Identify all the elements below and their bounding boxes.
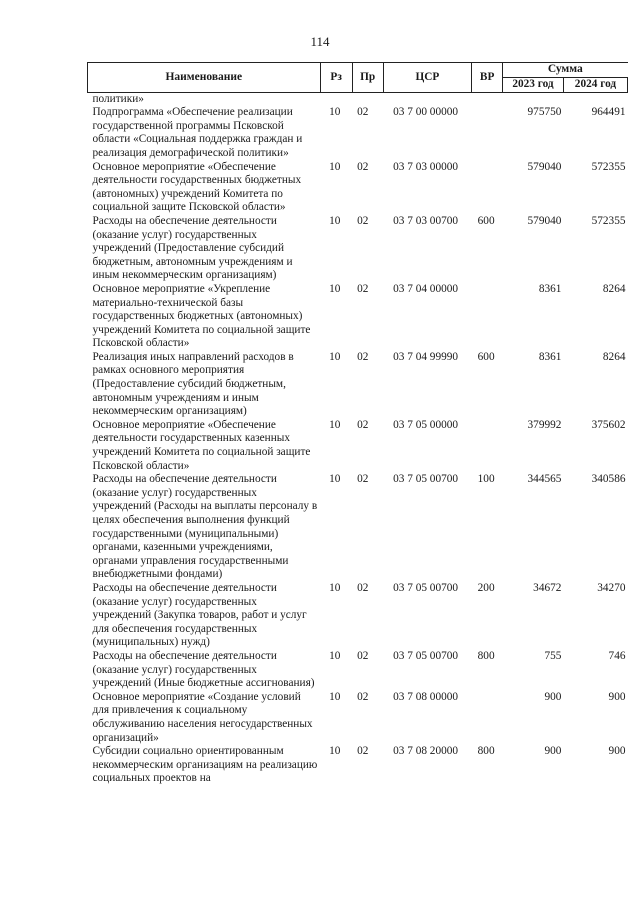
row-pr-cell: 02 [357, 649, 369, 662]
row-rz-cell [320, 92, 352, 106]
row-sum-2023-cell: 755 [544, 649, 562, 662]
table-row [88, 161, 628, 215]
header-vr: ВР [472, 63, 503, 93]
row-name-cell: Подпрограмма «Обеспечение реализации государственной программы Псковской области «Социальная поддержка граждан и реализация демографической политики» [92, 106, 303, 159]
row-name-cell: Расходы на обеспечение деятельности (оказание услуг) государственных учреждений (Предоставление субсидий бюджетным, автономным учреждениям и иным некоммерческим организациям) [92, 214, 293, 282]
table-row [88, 419, 628, 473]
row-sum-2023-cell: 975750 [527, 106, 562, 119]
table-row [88, 283, 628, 351]
table-row [88, 351, 628, 419]
budget-table [87, 62, 628, 786]
table-body [88, 92, 628, 786]
row-sum-2024-cell: 340586 [591, 473, 626, 486]
row-csr-cell: 03 7 05 00700 [393, 581, 459, 594]
row-rz-cell: 10 [329, 350, 341, 363]
row-sum-2024-cell: 900 [608, 745, 626, 758]
row-name-cell: Основное мероприятие «Обеспечение деятельности государственных бюджетных (автономных) учреждений Комитета по социальной защите Псковской области» [92, 160, 302, 214]
table-row [88, 582, 628, 650]
header-pr: Пр [352, 63, 383, 93]
row-rz-cell: 10 [329, 690, 341, 703]
row-csr-cell: 03 7 08 00000 [393, 690, 459, 703]
row-sum-2023-cell: 900 [544, 745, 562, 758]
row-vr-cell: 100 [477, 473, 495, 486]
row-pr-cell: 02 [357, 581, 369, 594]
table-row [88, 106, 628, 160]
row-sum-2023-cell: 379992 [527, 418, 562, 431]
row-csr-cell: 03 7 04 99990 [393, 350, 459, 363]
row-rz-cell: 10 [329, 473, 341, 486]
row-sum-2024-cell: 900 [608, 690, 626, 703]
row-csr-cell: 03 7 03 00700 [393, 214, 459, 227]
row-sum-2023-cell: 8361 [538, 282, 562, 295]
row-name-cell: Реализация иных направлений расходов в рамках основного мероприятия (Предоставление субсидий бюджетным, автономным учреждениям и иным некоммерческим организациям) [92, 350, 294, 418]
row-rz-cell: 10 [329, 160, 341, 173]
row-sum-2023-cell: 34672 [533, 581, 562, 594]
row-sum-2023-cell: 579040 [527, 160, 562, 173]
row-rz-cell: 10 [329, 581, 341, 594]
row-csr-cell: 03 7 04 00000 [393, 282, 459, 295]
row-pr-cell: 02 [357, 473, 369, 486]
table-row [88, 745, 628, 786]
row-vr-cell: 600 [477, 350, 495, 363]
row-name-cell: Субсидии социально ориентированным некоммерческим организациям на реализацию социальных проектов на [92, 745, 318, 785]
row-vr-cell [472, 92, 503, 106]
row-sum-2023-cell: 579040 [527, 214, 562, 227]
row-vr-cell: 800 [477, 649, 495, 662]
row-sum-2024-cell: 8264 [602, 350, 626, 363]
table-row [88, 92, 628, 106]
row-vr-cell [472, 106, 503, 160]
row-sum-2024-cell [563, 92, 627, 106]
row-vr-cell: 200 [477, 581, 495, 594]
table-header [88, 63, 628, 93]
row-pr-cell: 02 [357, 745, 369, 758]
header-year-2023: 2023 год [503, 77, 564, 92]
table-row [88, 473, 628, 582]
row-pr-cell: 02 [357, 418, 369, 431]
row-pr-cell: 02 [357, 690, 369, 703]
header-rz: Рз [320, 63, 352, 93]
row-vr-cell [472, 691, 503, 745]
row-sum-2024-cell: 746 [608, 649, 626, 662]
row-sum-2023-cell: 900 [544, 690, 562, 703]
row-sum-2023-cell: 344565 [527, 473, 562, 486]
row-pr-cell [352, 92, 383, 106]
header-sum: Сумма [503, 63, 628, 78]
row-csr-cell: 03 7 05 00700 [393, 473, 459, 486]
table-row [88, 691, 628, 745]
row-sum-2024-cell: 375602 [591, 418, 626, 431]
row-rz-cell: 10 [329, 282, 341, 295]
row-vr-cell: 800 [477, 745, 495, 758]
row-sum-2024-cell: 572355 [591, 160, 626, 173]
row-name-cell: Основное мероприятие «Создание условий для привлечения к социальному обслуживанию населения негосударственных организаций» [92, 690, 313, 744]
row-name-cell: Расходы на обеспечение деятельности (оказание услуг) государственных учреждений (Закупка товаров, работ и услуг для обеспечения государственных (муниципальных) нужд) [92, 581, 307, 649]
row-vr-cell [472, 419, 503, 473]
page-number: 114 [310, 34, 330, 49]
row-pr-cell: 02 [357, 160, 369, 173]
row-csr-cell: 03 7 03 00000 [393, 160, 459, 173]
header-year-2024: 2024 год [563, 77, 627, 92]
row-rz-cell: 10 [329, 649, 341, 662]
table-row [88, 650, 628, 691]
row-sum-2024-cell: 964491 [591, 106, 626, 119]
row-csr-cell: 03 7 05 00000 [393, 418, 459, 431]
row-sum-2024-cell: 8264 [602, 282, 626, 295]
row-name-cell: Расходы на обеспечение деятельности (оказание услуг) государственных учреждений (Иные бюджетные ассигнования) [92, 649, 315, 690]
row-name-cell: Расходы на обеспечение деятельности (оказание услуг) государственных учреждений (Расходы на выплаты персоналу в целях обеспечения выполнения функций государственными (муниципальными) органами, казенными учреждениями, органами управления государственными внебюджетными фондами) [92, 473, 318, 581]
row-pr-cell: 02 [357, 214, 369, 227]
table-row [88, 215, 628, 283]
row-csr-cell: 03 7 08 20000 [393, 745, 459, 758]
row-rz-cell: 10 [329, 106, 341, 119]
row-name-cell: политики» [92, 92, 144, 105]
row-sum-2023-cell: 8361 [538, 350, 562, 363]
row-name-cell: Основное мероприятие «Обеспечение деятельности государственных казенных учреждений Комитета по социальной защите Псковской области» [92, 418, 311, 472]
row-csr-cell: 03 7 05 00700 [393, 649, 459, 662]
row-pr-cell: 02 [357, 350, 369, 363]
row-rz-cell: 10 [329, 418, 341, 431]
row-pr-cell: 02 [357, 106, 369, 119]
row-sum-2024-cell: 572355 [591, 214, 626, 227]
row-sum-2023-cell [503, 92, 564, 106]
row-rz-cell: 10 [329, 214, 341, 227]
row-name-cell: Основное мероприятие «Укрепление материально-технической базы государственных бюджетных (автономных) учреждений Комитета по социальной защите Псковской области» [92, 282, 311, 350]
row-vr-cell [472, 283, 503, 351]
row-pr-cell: 02 [357, 282, 369, 295]
header-csr: ЦСР [383, 63, 472, 93]
row-csr-cell: 03 7 00 00000 [393, 106, 459, 119]
row-vr-cell [472, 161, 503, 215]
row-rz-cell: 10 [329, 745, 341, 758]
row-csr-cell [383, 92, 472, 106]
row-vr-cell: 600 [477, 214, 495, 227]
row-sum-2024-cell: 34270 [597, 581, 626, 594]
header-name: Наименование [88, 63, 321, 93]
